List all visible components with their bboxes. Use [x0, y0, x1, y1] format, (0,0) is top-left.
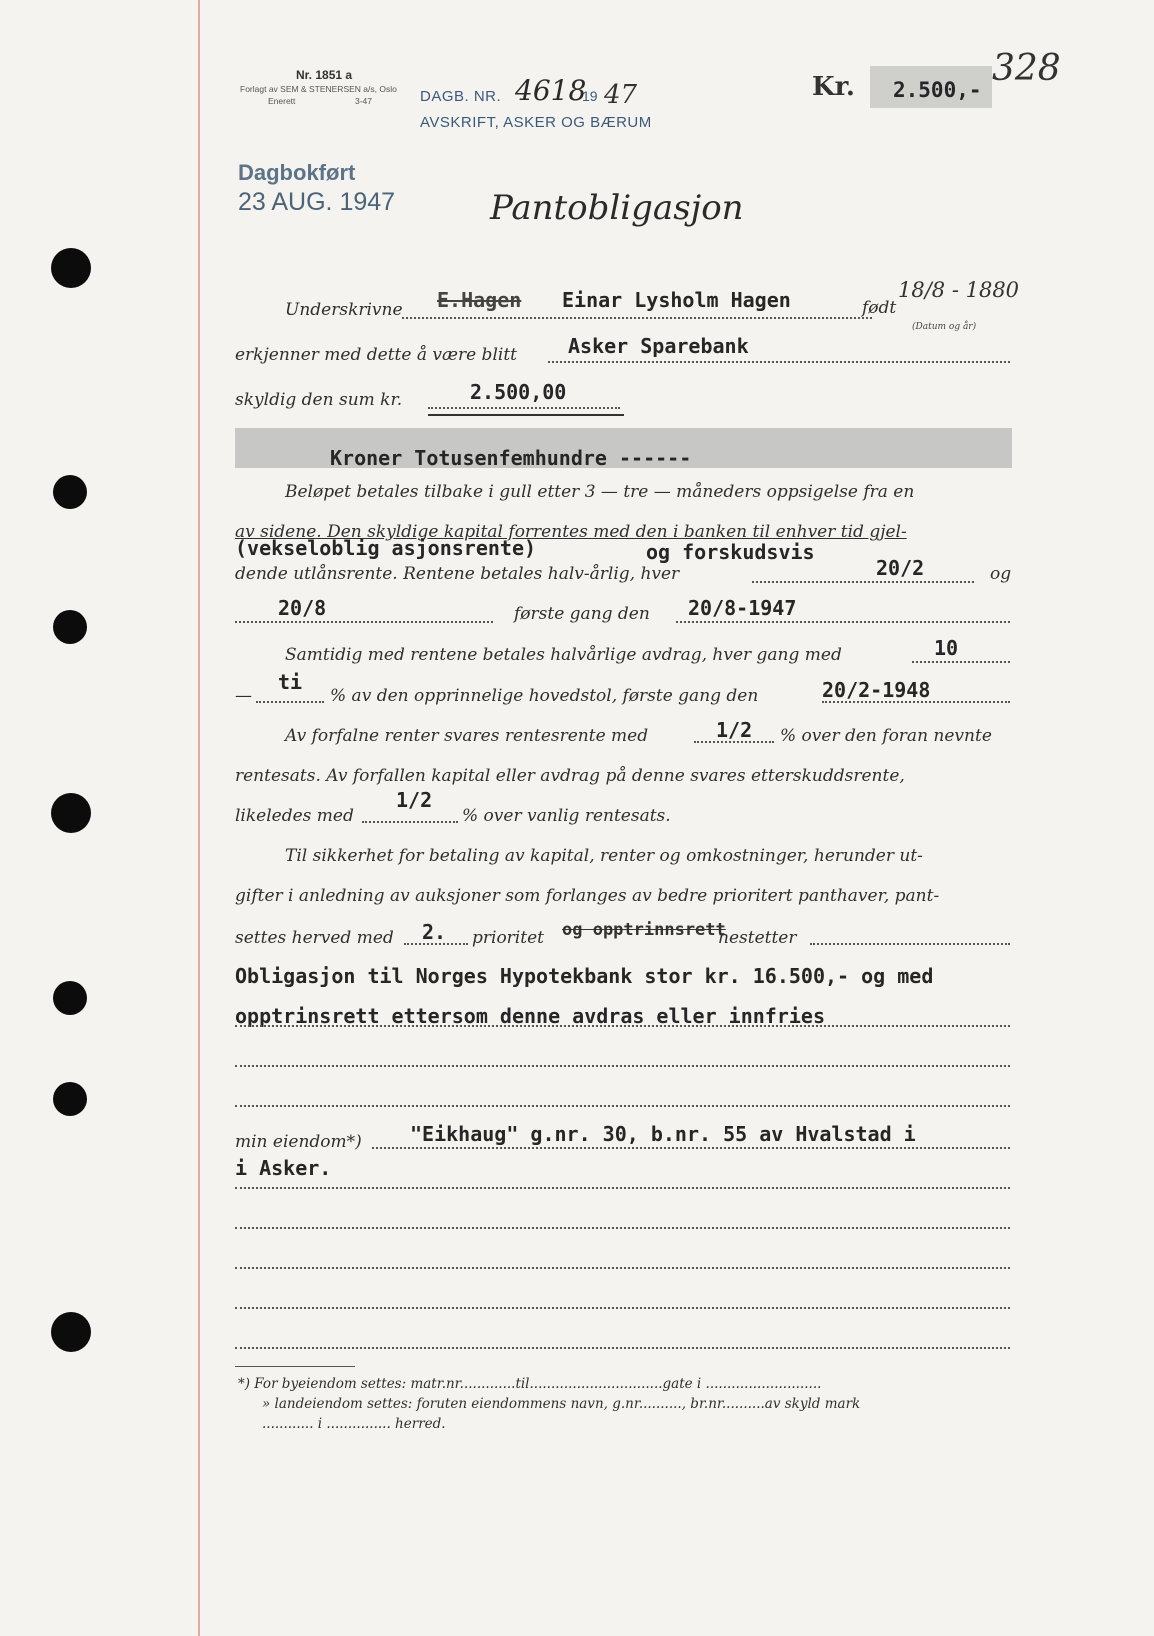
- footnote-line-1: *) For byeiendom settes: matr.nr.............til...............................gate i ...........................: [238, 1376, 822, 1392]
- margin-line: [198, 0, 200, 1636]
- underskrivne-label: Underskrivne: [285, 300, 403, 320]
- og-forskudsvis: og forskudsvis: [646, 540, 815, 564]
- dash: —: [235, 686, 252, 706]
- avskrift-stamp: AVSKRIFT, ASKER OG BÆRUM: [420, 114, 652, 131]
- dotted-line: [676, 620, 1010, 623]
- dotted-line: [235, 1064, 1010, 1067]
- dagb-label: DAGB. NR.: [420, 88, 502, 105]
- body-line-3: dende utlånsrente. Rentene betales halv-årlig, hver: [235, 564, 680, 584]
- installment-word: ti: [278, 670, 303, 694]
- journal-date: 23 AUG. 1947: [238, 188, 396, 216]
- vanlig-label: % over vanlig rentesats.: [462, 806, 671, 826]
- eiendom-label: min eiendom*): [235, 1132, 362, 1152]
- binder-hole: [51, 248, 91, 288]
- settes-label: settes herved med: [235, 928, 394, 948]
- dotted-line: [235, 1104, 1010, 1107]
- erkjenner-label: erkjenner med dette å være blitt: [235, 345, 517, 365]
- sum: 2.500,00: [470, 380, 567, 404]
- forste-gang-label: første gang den: [514, 604, 650, 624]
- dotted-line: [235, 620, 493, 623]
- page-number: 328: [992, 48, 1061, 89]
- dotted-line: [428, 406, 620, 409]
- sikkerhet-line-2: gifter i anledning av auksjoner som forlanges av bedre prioritert panthaver, pant-: [235, 886, 940, 906]
- sum-underline: [428, 414, 624, 416]
- struck-name: E.Hagen: [437, 288, 522, 312]
- birth-date: 18/8 - 1880: [898, 278, 1020, 302]
- dotted-line: [235, 1186, 1010, 1189]
- dotted-line: [235, 1306, 1010, 1309]
- body-line-1: Beløpet betales tilbake i gull etter 3 — tre — måneders oppsigelse fra en: [285, 482, 915, 502]
- binder-hole: [53, 1082, 87, 1116]
- dagb-number: 4618: [515, 74, 587, 107]
- prior-charge-2: opptrinsrett ettersom denne avdras eller innfries: [235, 1004, 826, 1028]
- footnote-line-2: » landeiendom settes: foruten eiendommens navn, g.nr.........., br.nr..........av skyld mark: [262, 1396, 861, 1412]
- copyright-line: Enerett: [268, 96, 296, 106]
- binder-hole: [51, 793, 91, 833]
- dotted-line: [235, 1346, 1010, 1349]
- year-prefix: 19: [582, 88, 598, 104]
- kr-label: Kr.: [812, 72, 855, 102]
- dotted-line: [256, 700, 324, 703]
- binder-hole: [51, 1312, 91, 1352]
- dotted-line: [752, 580, 974, 583]
- journal-stamp: Dagbokført: [238, 160, 356, 185]
- fodt-label: født: [862, 298, 897, 318]
- year-suffix: 47: [604, 80, 638, 110]
- amount-words: Kroner Totusenfemhundre ------: [330, 446, 692, 470]
- edition: 3-47: [355, 96, 373, 106]
- form-number: Nr. 1851 a: [296, 68, 353, 82]
- binder-hole: [53, 981, 87, 1015]
- footnote-line-3: ............ i ............... herred.: [262, 1416, 446, 1432]
- og-label: og: [990, 564, 1012, 584]
- forfalne-line-a: Av forfalne renter svares rentesrente med: [285, 726, 649, 746]
- dotted-line: [235, 1024, 1010, 1027]
- percent-line: % av den opprinnelige hovedstol, første gang den: [330, 686, 759, 706]
- property-line-2: i Asker.: [235, 1156, 332, 1180]
- page-title: Pantobligasjon: [490, 188, 744, 228]
- prioritet-label: prioritet: [472, 928, 544, 948]
- property-line-1: "Eikhaug" g.nr. 30, b.nr. 55 av Hvalstad i: [410, 1122, 916, 1146]
- installment-date: 20/2-1948: [822, 678, 931, 702]
- dotted-line: [372, 1146, 1010, 1149]
- likeledes-label: likeledes med: [235, 806, 354, 826]
- binder-hole: [53, 475, 87, 509]
- penalty-rate: 1/2: [716, 718, 753, 742]
- header-amount: 2.500,-: [893, 78, 982, 102]
- sikkerhet-line-1: Til sikkerhet for betaling av kapital, renter og omkostninger, herunder ut-: [285, 846, 923, 866]
- datum-hint: (Datum og år): [912, 322, 977, 332]
- dotted-line: [362, 820, 458, 823]
- prior-charge-1: Obligasjon til Norges Hypotekbank stor kr. 16.500,- og med: [235, 964, 934, 988]
- late-rate: 1/2: [396, 788, 433, 812]
- installment: 10: [934, 636, 959, 660]
- samtidig-line: Samtidig med rentene betales halvårlige avdrag, hver gang med: [285, 645, 842, 665]
- publisher-line: Forlagt av SEM & STENERSEN a/s, Oslo: [240, 84, 397, 94]
- dotted-line: [912, 660, 1010, 663]
- dotted-line: [810, 942, 1010, 945]
- struck-word: og opptrinnsrett: [562, 920, 726, 940]
- dotted-line: [402, 316, 872, 319]
- rentesats-line: rentesats. Av forfallen kapital eller avdrag på denne svares etterskuddsrente,: [235, 766, 905, 786]
- payment-date-1: 20/2: [876, 556, 925, 580]
- nestetter-label: nestetter: [718, 928, 797, 948]
- body-line-2: av sidene. Den skyldige kapital forrentes med den i banken til enhver tid gjel-: [235, 522, 907, 542]
- interest-insert: (vekseloblig asjonsrente): [235, 536, 537, 560]
- dotted-line: [235, 1226, 1010, 1229]
- dotted-line: [548, 360, 1010, 363]
- dotted-line: [235, 1266, 1010, 1269]
- skyldig-label: skyldig den sum kr.: [235, 390, 403, 410]
- forfalne-line-b: % over den foran nevnte: [780, 726, 992, 746]
- priority: 2.: [422, 920, 447, 944]
- first-payment-date: 20/8-1947: [688, 596, 797, 620]
- binder-hole: [53, 610, 87, 644]
- signer-name: Einar Lysholm Hagen: [562, 288, 791, 312]
- creditor: Asker Sparebank: [568, 334, 749, 358]
- footnote-rule: [235, 1366, 355, 1367]
- payment-date-2: 20/8: [278, 596, 327, 620]
